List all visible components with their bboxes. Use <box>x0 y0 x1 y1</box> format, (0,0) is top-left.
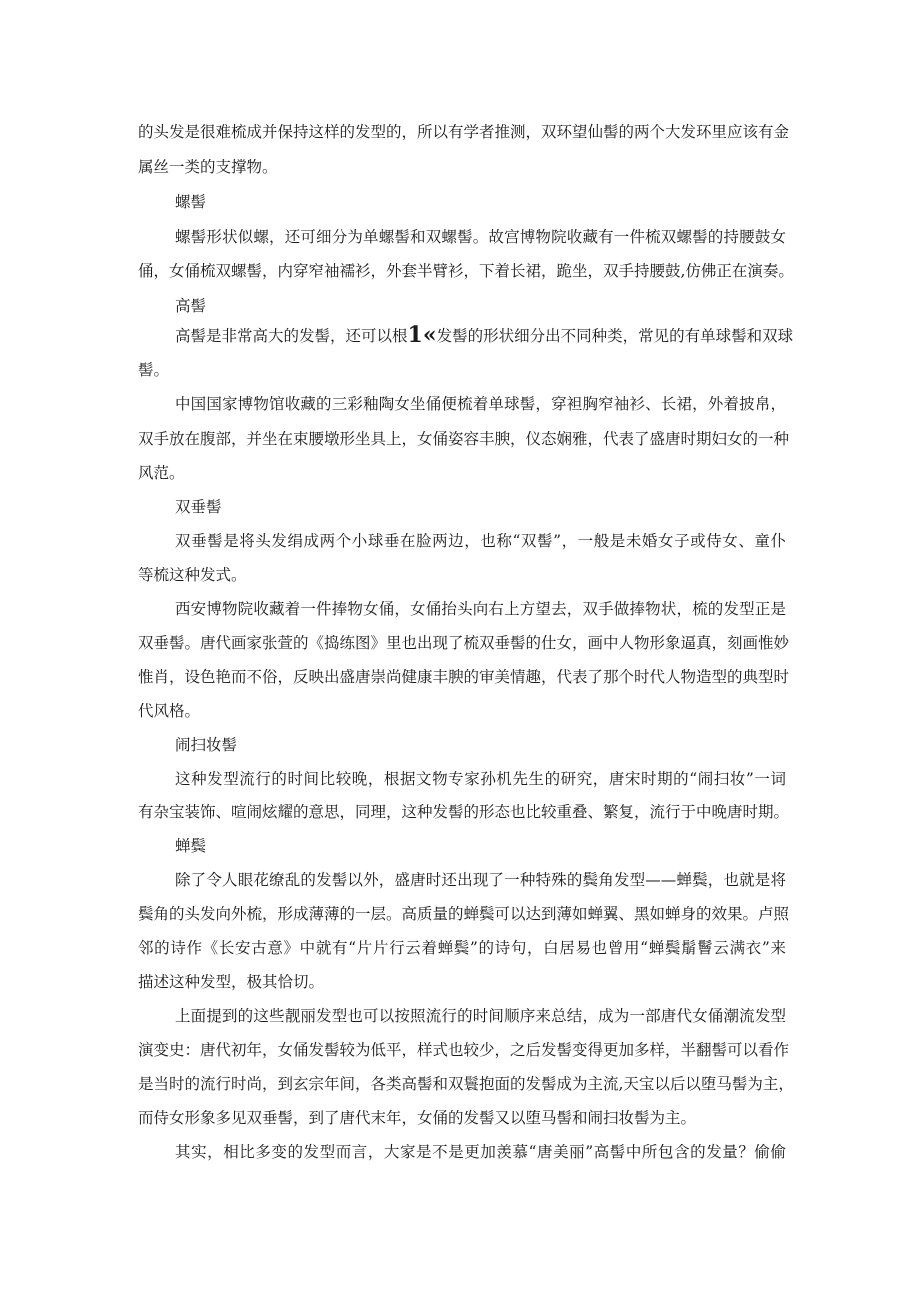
line-segment: 高髻是非常高大的发髻，还可以根 <box>175 327 408 345</box>
paragraph-line: 的头发是很难梳成并保持这样的发型的，所以有学者推测，双环望仙髻的两个大发环里应该有金 <box>138 123 790 141</box>
section-heading: 高髻 <box>175 297 207 315</box>
paragraph-line: 这种发型流行的时间比较晚，根据文物专家孙机先生的研究，唐宋时期的“闹扫妆”一词 <box>175 770 786 788</box>
paragraph-line: 而侍女形象多见双垂髻，到了唐代末年，女俑的发髻又以堕马髻和闹扫妆髻为主。 <box>138 1109 697 1127</box>
paragraph-line: 螺髻形状似螺，还可细分为单螺髻和双螺髻。故宫博物院收藏有一件梳双螺髻的持腰鼓女 <box>175 228 786 246</box>
line-segment: 发髻的形状细分出不同种类，常见的有单球髻和双球 <box>436 327 794 345</box>
paragraph-line: 属丝一类的支撑物。 <box>138 158 278 176</box>
garbled-glyph: 1« <box>407 322 437 348</box>
paragraph-line: 上面提到的这些靓丽发型也可以按照流行的时间顺序来总结，成为一部唐代女俑潮流发型 <box>175 1007 786 1025</box>
paragraph-line: 有杂宝装饰、喧闹炫耀的意思，同理，这种发髻的形态也比较重叠、繁复，流行于中晚唐时期。 <box>138 803 790 821</box>
paragraph-line: 风范。 <box>138 464 185 482</box>
paragraph-line: 俑，女俑梳双螺髻，内穿窄袖襦衫，外套半臂衫，下着长裙，跪坐，双手持腰鼓,仿佛正在演奏。 <box>138 262 794 280</box>
section-heading: 闹扫妆髻 <box>175 736 238 754</box>
paragraph-line: 是当时的流行时尚，到玄宗年间，各类高髻和双鬟抱面的发髻成为主流,天宝以后以堕马髻为主， <box>138 1075 794 1093</box>
paragraph-line: 惟肖，设色艳而不俗，反映出盛唐崇尚健康丰腴的审美情趣，代表了那个时代人物造型的典型时 <box>138 668 790 686</box>
paragraph-line: 代风格。 <box>138 702 201 720</box>
paragraph-line: 演变史：唐代初年，女俑发髻较为低平，样式也较少，之后发髻变得更加多样，半翻髻可以看作 <box>138 1041 790 1059</box>
paragraph-line: 描述这种发型，极其恰切。 <box>138 973 325 991</box>
paragraph-line: 髻。 <box>138 361 170 379</box>
paragraph-line: 其实，相比多变的发型而言，大家是不是更加羡慕“唐美丽”高髻中所包含的发量？偷偷 <box>175 1143 786 1161</box>
paragraph-line: 鬓角的头发向外梳，形成薄薄的一层。高质量的蝉鬓可以达到薄如蝉翼、黑如蝉身的效果。卢照 <box>138 905 790 923</box>
paragraph-line: 等梳这种发式。 <box>138 566 247 584</box>
paragraph-line: 双垂髻。唐代画家张萱的《捣练图》里也出现了梳双垂髻的仕女，画中人物形象逼真，刻画惟妙 <box>138 634 790 652</box>
section-heading: 蝉鬓 <box>175 837 207 855</box>
section-heading: 双垂髻 <box>175 498 222 516</box>
paragraph-line: 双垂髻是将头发绢成两个小球垂在脸两边，也称“双髻”，一般是未婚女子或侍女、童仆 <box>175 532 786 550</box>
paragraph-line: 除了令人眼花缭乱的发髻以外，盛唐时还出现了一种特殊的鬓角发型——蝉鬓，也就是将 <box>175 871 786 889</box>
paragraph-line: 西安博物院收藏着一件捧物女俑，女俑抬头向右上方望去，双手做捧物状，梳的发型正是 <box>175 600 786 618</box>
paragraph-line: 邻的诗作《长安古意》中就有“片片行云着蝉鬓”的诗句，白居易也曾用“蝉鬓鬅鬙云满衣”来 <box>138 939 786 957</box>
paragraph-line: 双手放在腹部，并坐在束腰墩形坐具上，女俑姿容丰腴，仪态娴雅，代表了盛唐时期妇女的一种 <box>138 430 790 448</box>
paragraph-line: 中国国家博物馆收藏的三彩釉陶女坐俑便梳着单球髻，穿袒胸窄袖衫、长裙，外着披帛， <box>175 395 786 413</box>
paragraph-line <box>175 322 794 348</box>
section-heading: 螺髻 <box>175 193 207 211</box>
